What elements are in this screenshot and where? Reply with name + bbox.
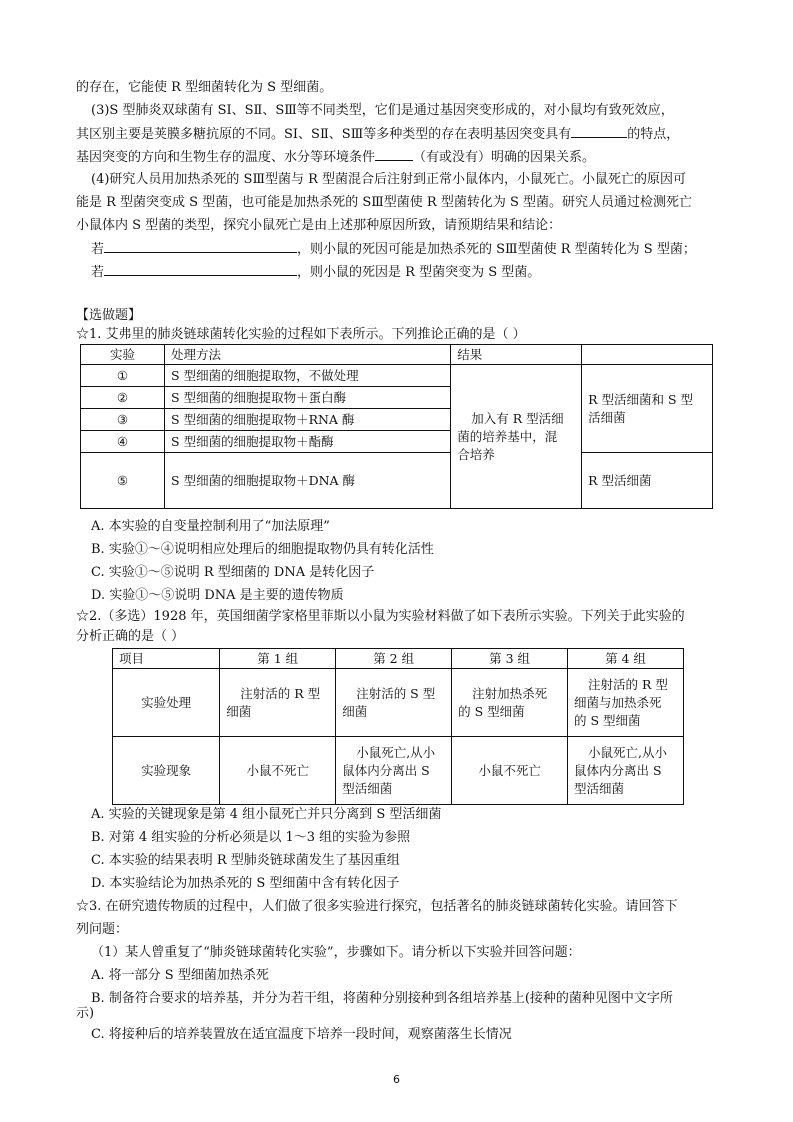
table-cell: ① (81, 365, 165, 387)
table-cell: ③ (81, 409, 165, 431)
q2-table (112, 648, 684, 805)
question-stem: ☆3. 在研究遗传物质的过程中，人们做了很多实验进行探究，包括著名的肺炎链球菌转化实验。请回答下 (76, 899, 678, 914)
answer-blank (375, 148, 413, 161)
table-cell: 注射活的 R 型 细菌与加热杀死 的 S 型细菌 (568, 669, 684, 737)
option-c: C. 实验①～⑤说明 R 型细菌的 DNA 是转化因子 (91, 565, 375, 580)
text-line: (4)研究人员用加热杀死的 SⅢ型菌与 R 型菌混合后注射到正常小鼠体内，小鼠死亡。小鼠死亡的原因可 (91, 172, 687, 187)
option-d: D. 本实验结论为加热杀死的 S 型细菌中含有转化因子 (91, 876, 400, 891)
option-d: D. 实验①～⑤说明 DNA 是主要的遗传物质 (91, 588, 344, 603)
table-cell: 小鼠不死亡 (452, 737, 568, 805)
question-stem: ☆1. 艾弗里的肺炎链球菌转化实验的过程如下表所示。下列推论正确的是（ ） (76, 327, 526, 342)
table-cell-result: R 型活细菌和 S 型 活细菌 (582, 365, 713, 453)
answer-blank (104, 263, 297, 276)
question-stem: 列问题： (76, 922, 129, 937)
option-b: B. 对第 4 组实验的分析必须是以 1～3 组的实验为参照 (91, 830, 411, 845)
table-header: 处理方法 (165, 345, 451, 365)
step-b: 示) (76, 1006, 95, 1021)
table-header: 结果 (451, 345, 582, 365)
table-cell: S 型细菌的细胞提取物＋DNA 酶 (165, 453, 451, 509)
text-line: 基因突变的方向和生物生存的温度、水分等环境条件 （有或没有）明确的因果关系。 (76, 150, 596, 165)
table-cell: ⑤ (81, 453, 165, 509)
q1-table (80, 344, 713, 509)
page-number: 6 (393, 1073, 400, 1086)
text-line: 的存在，它能使 R 型细菌转化为 S 型细菌。 (76, 80, 333, 95)
table-cell: 小鼠不死亡 (220, 737, 336, 805)
table-header: 项目 (113, 649, 220, 669)
table-cell: 注射加热杀死 的 S 型细菌 (452, 669, 568, 737)
table-cell: S 型细菌的细胞提取物＋蛋白酶 (165, 387, 451, 409)
table-cell: 小鼠死亡,从小 鼠体内分离出 S 型活细菌 (568, 737, 684, 805)
step-b: B. 制备符合要求的培养基，并分为若干组，将菌种分别接种到各组培养基上(接种的菌种见图中文字所 (91, 991, 673, 1006)
answer-blank (104, 240, 297, 253)
text-line: 若 ，则小鼠的死因是 R 型菌突变为 S 型菌。 (91, 265, 541, 280)
option-a: A. 本实验的自变量控制利用了“加法原理” (91, 519, 330, 534)
sub-question: （1）某人曾重复了“肺炎链球菌转化实验”，步骤如下。请分析以下实验并回答问题： (91, 945, 581, 960)
table-header: 第 3 组 (452, 649, 568, 669)
section-title: 【选做题】 (76, 308, 142, 323)
option-a: A. 实验的关键现象是第 4 组小鼠死亡并只分离到 S 型活细菌 (91, 807, 442, 822)
table-cell: 注射活的 S 型 细菌 (336, 669, 452, 737)
step-c: C. 将接种后的培养装置放在适宜温度下培养一段时间，观察菌落生长情况 (91, 1027, 512, 1042)
option-c: C. 本实验的结果表明 R 型肺炎链球菌发生了基因重组 (91, 853, 400, 868)
text-line: 若 ，则小鼠的死因可能是加热杀死的 SⅢ型菌使 R 型菌转化为 S 型菌； (91, 242, 696, 257)
table-header: 实验 (81, 345, 165, 365)
step-a: A. 将一部分 S 型细菌加热杀死 (91, 968, 269, 983)
table-cell: ② (81, 387, 165, 409)
table-cell: 小鼠死亡,从小 鼠体内分离出 S 型活细菌 (336, 737, 452, 805)
answer-blank (571, 125, 627, 138)
text-line: 其区别主要是荚膜多糖抗原的不同。SⅠ、SⅡ、SⅢ等多种类型的存在表明基因突变具有 的特点， (76, 127, 680, 142)
question-stem: 分析正确的是（ ） (76, 629, 185, 644)
table-cell: S 型细菌的细胞提取物＋RNA 酶 (165, 409, 451, 431)
text-line: 小鼠体内 S 型菌的类型，探究小鼠死亡是由上述那种原因所致，请预期结果和结论： (76, 218, 562, 233)
table-header: 第 1 组 (220, 649, 336, 669)
table-cell: ④ (81, 431, 165, 453)
row-label: 实验现象 (113, 737, 220, 805)
option-b: B. 实验①～④说明相应处理后的细胞提取物仍具有转化活性 (91, 542, 434, 557)
table-header: 第 2 组 (336, 649, 452, 669)
table-cell: 注射活的 R 型 细菌 (220, 669, 336, 737)
table-header (582, 345, 713, 365)
table-cell-culture: 加入有 R 型活细 菌的培养基中，混 合培养 (451, 365, 582, 509)
table-header: 第 4 组 (568, 649, 684, 669)
table-cell-result: R 型活细菌 (582, 453, 713, 509)
text-line: (3)S 型肺炎双球菌有 SⅠ、SⅡ、SⅢ等不同类型，它们是通过基因突变形成的，对小鼠均有致死效应， (91, 103, 674, 118)
table-cell: S 型细菌的细胞提取物＋酯酶 (165, 431, 451, 453)
question-stem: ☆2.（多选）1928 年，英国细菌学家格里菲斯以小鼠为实验材料做了如下表所示实验。下列关于此实验的 (76, 609, 685, 624)
row-label: 实验处理 (113, 669, 220, 737)
table-cell: S 型细菌的细胞提取物，不做处理 (165, 365, 451, 387)
text-line: 能是 R 型菌突变成 S 型菌，也可能是加热杀死的 SⅢ型菌使 R 型菌转化为 S 型菌。研究人员通过检测死亡 (76, 195, 693, 210)
